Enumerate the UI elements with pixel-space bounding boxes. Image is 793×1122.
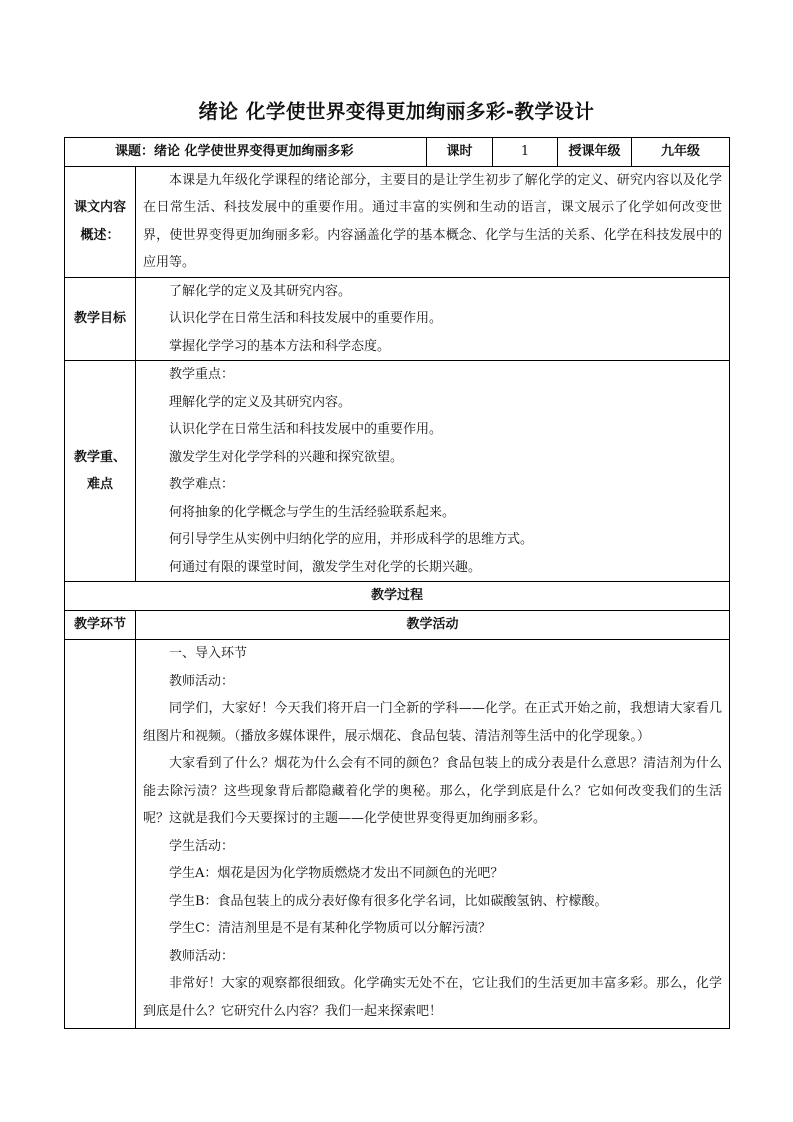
process-title-row: [65, 582, 730, 611]
objectives-content: [136, 277, 730, 361]
process-item: 学生活动：: [169, 838, 235, 854]
process-item: 大家看到了什么？烟花为什么会有不同的颜色？食品包装上的成分表是什么意思？清洁剂为什么能去除污渍？这些现象背后都隐藏着化学的奥秘。那么，化学到底是什么？它如何改变我们的生活呢？这就是我们今天要探讨的主题——化学使世界变得更加绚丽多彩。: [143, 756, 722, 826]
overview-text: 本课是九年级化学课程的绪论部分，主要目的是让学生初步了解化学的定义、研究内容以及化学在日常生活、科技发展中的重要作用。通过丰富的实例和生动的语言，课文展示了化学如何改变世界，使世界变得更加绚丽多彩。内容涵盖化学的基本概念、化学与生活的关系、化学在科技发展中的应用等。: [143, 172, 722, 270]
keypoint-item: 认识化学在日常生活和科技发展中的重要作用。: [169, 422, 443, 437]
process-col1-header: 教学环节: [65, 611, 136, 640]
process-item: 学生A：烟花是因为化学物质燃烧才发出不同颜色的光吧？: [169, 866, 504, 881]
keypoints-label-line2: 难点: [86, 477, 113, 492]
objectives-row: [65, 277, 730, 361]
process-item: 学生C：清洁剂里是不是有某种化学物质可以分解污渍？: [169, 921, 491, 936]
keypoint-item: 何将抽象的化学概念与学生的生活经验联系起来。: [169, 504, 456, 520]
process-item: 同学们，大家好！今天我们将开启一门全新的学科——化学。在正式开始之前，我想请大家看几组图片和视频。（播放多媒体课件，展示烟花、食品包装、清洁剂等生活中的化学现象。）: [143, 701, 722, 744]
subject-cell: 课题：绪论 化学使世界变得更加绚丽多彩: [65, 138, 427, 167]
process-content-row: [65, 640, 730, 1029]
process-item: 教师活动：: [169, 673, 235, 689]
objective-item: 认识化学在日常生活和科技发展中的重要作用。: [169, 311, 443, 326]
keypoint-item: 激发学生对化学学科的兴趣和探究欲望。: [169, 449, 404, 465]
objectives-label: 教学目标: [65, 277, 136, 361]
keypoint-item: 理解化学的定义及其研究内容。: [169, 394, 352, 410]
overview-label: [65, 166, 136, 277]
objective-item: 掌握化学学习的基本方法和科学态度。: [169, 338, 391, 354]
keypoints-row: [65, 361, 730, 582]
keypoint-item: 教学重点：: [169, 367, 235, 382]
process-activity-cell: [136, 640, 730, 1029]
process-stage-cell: [65, 640, 136, 1029]
keypoint-item: 教学难点：: [169, 477, 235, 492]
keypoints-label: [65, 361, 136, 582]
lesson-plan-table: [64, 137, 730, 1029]
process-item: 一、导入环节: [169, 646, 248, 661]
overview-content: [136, 166, 730, 277]
keypoint-item: 何通过有限的课堂时间，激发学生对化学的长期兴趣。: [169, 559, 482, 575]
hours-value: 1: [493, 138, 558, 167]
hours-label: 课时: [427, 138, 493, 167]
objective-item: 了解化学的定义及其研究内容。: [169, 283, 352, 299]
keypoints-content: [136, 361, 730, 582]
grade-label: 授课年级: [558, 138, 632, 167]
overview-row: [65, 166, 730, 277]
process-header-row: [65, 611, 730, 640]
overview-label-line1: 课文内容: [73, 200, 126, 215]
keypoint-item: 何引导学生从实例中归纳化学的应用，并形成科学的思维方式。: [169, 532, 534, 547]
process-item: 非常好！大家的观察都很细致。化学确实无处不在，它让我们的生活更加丰富多彩。那么，化学到底是什么？它研究什么内容？我们一起来探索吧！: [143, 976, 722, 1019]
process-item: 教师活动：: [169, 948, 235, 964]
process-col2-header: 教学活动: [136, 611, 730, 640]
keypoints-label-line1: 教学重、: [73, 449, 126, 465]
document-title: 绪论 化学使世界变得更加绚丽多彩-教学设计: [198, 100, 595, 123]
overview-label-line2: 概述：: [80, 227, 120, 243]
grade-value: 九年级: [632, 138, 730, 167]
process-title: 教学过程: [65, 582, 730, 611]
process-item: 学生B：食品包装上的成分表好像有很多化学名词，比如碳酸氢钠、柠檬酸。: [169, 893, 608, 909]
header-row: [65, 138, 730, 167]
